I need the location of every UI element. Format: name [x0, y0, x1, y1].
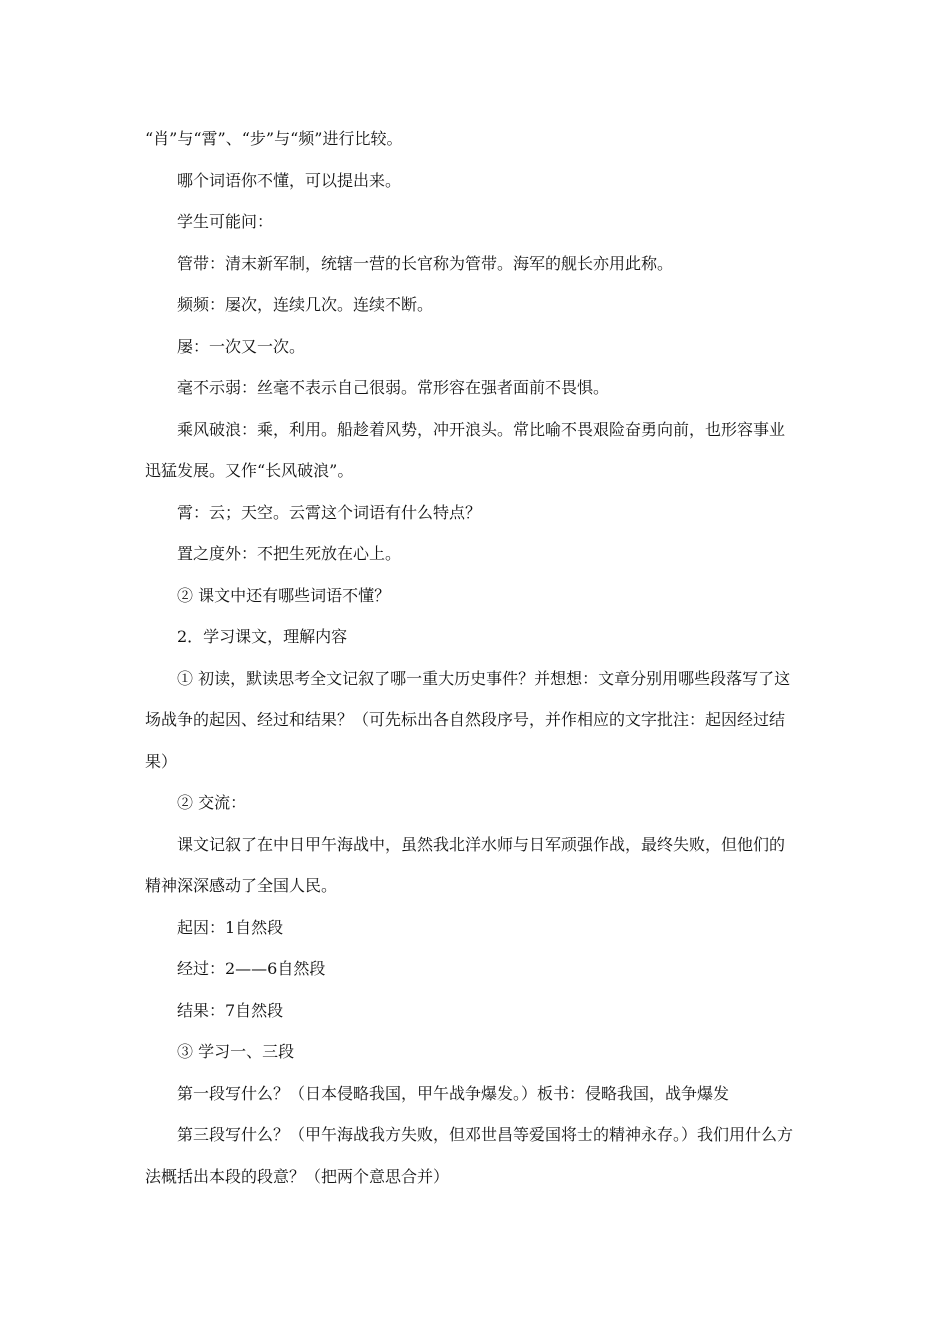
- paragraph-18: 结果：7自然段: [177, 1000, 284, 1020]
- paragraph-12: 2．学习课文，理解内容: [177, 627, 348, 646]
- paragraph-21: 第三段写什么？（甲午海战我方失败，但邓世昌等爱国将士的精神永存。）我们用什么方法概括出本段的段意？（把两个意思合并）: [145, 1125, 794, 1186]
- paragraph-19: ③ 学习一、三段: [177, 1042, 295, 1061]
- paragraph-7: 毫不示弱：丝毫不表示自己很弱。常形容在强者面前不畏惧。: [177, 378, 610, 397]
- paragraph-2: 哪个词语你不懂，可以提出来。: [177, 170, 402, 190]
- paragraph-20: 第一段写什么？（日本侵略我国，甲午战争爆发。）板书：侵略我国，战争爆发: [177, 1083, 730, 1103]
- paragraph-1: “肖”与“霄”、“步”与“频”进行比较。: [145, 129, 403, 148]
- paragraph-14: ② 交流：: [177, 793, 247, 812]
- paragraph-10: 置之度外：不把生死放在心上。: [177, 544, 402, 563]
- paragraph-3: 学生可能问：: [177, 212, 274, 231]
- document-body: [145, 118, 800, 1197]
- paragraph-11: ② 课文中还有哪些词语不懂？: [177, 585, 391, 605]
- paragraph-13: ① 初读，默读思考全文记叙了哪一重大历史事件？并想想：文章分别用哪些段落写了这场战争的起因、经过和结果？（可先标出各自然段序号，并作相应的文字批注：起因经过结果）: [145, 668, 791, 771]
- paragraph-8: 乘风破浪：乘，利用。船趁着风势，冲开浪头。常比喻不畏艰险奋勇向前，也形容事业迅猛发展。又作“长风破浪”。: [145, 419, 786, 480]
- paragraph-6: 屡：一次又一次。: [177, 336, 306, 356]
- paragraph-16: 起因：1自然段: [177, 917, 284, 937]
- paragraph-4: 管带：清末新军制，统辖一营的长官称为管带。海军的舰长亦用此称。: [177, 253, 674, 273]
- paragraph-5: 频频：屡次，连续几次。连续不断。: [177, 295, 434, 314]
- paragraph-15: 课文记叙了在中日甲午海战中，虽然我北洋水师与日军顽强作战，最终失败，但他们的精神深深感动了全国人民。: [145, 834, 786, 895]
- paragraph-9: 霄：云；天空。云霄这个词语有什么特点？: [177, 502, 482, 522]
- paragraph-17: 经过：2——6自然段: [177, 959, 326, 978]
